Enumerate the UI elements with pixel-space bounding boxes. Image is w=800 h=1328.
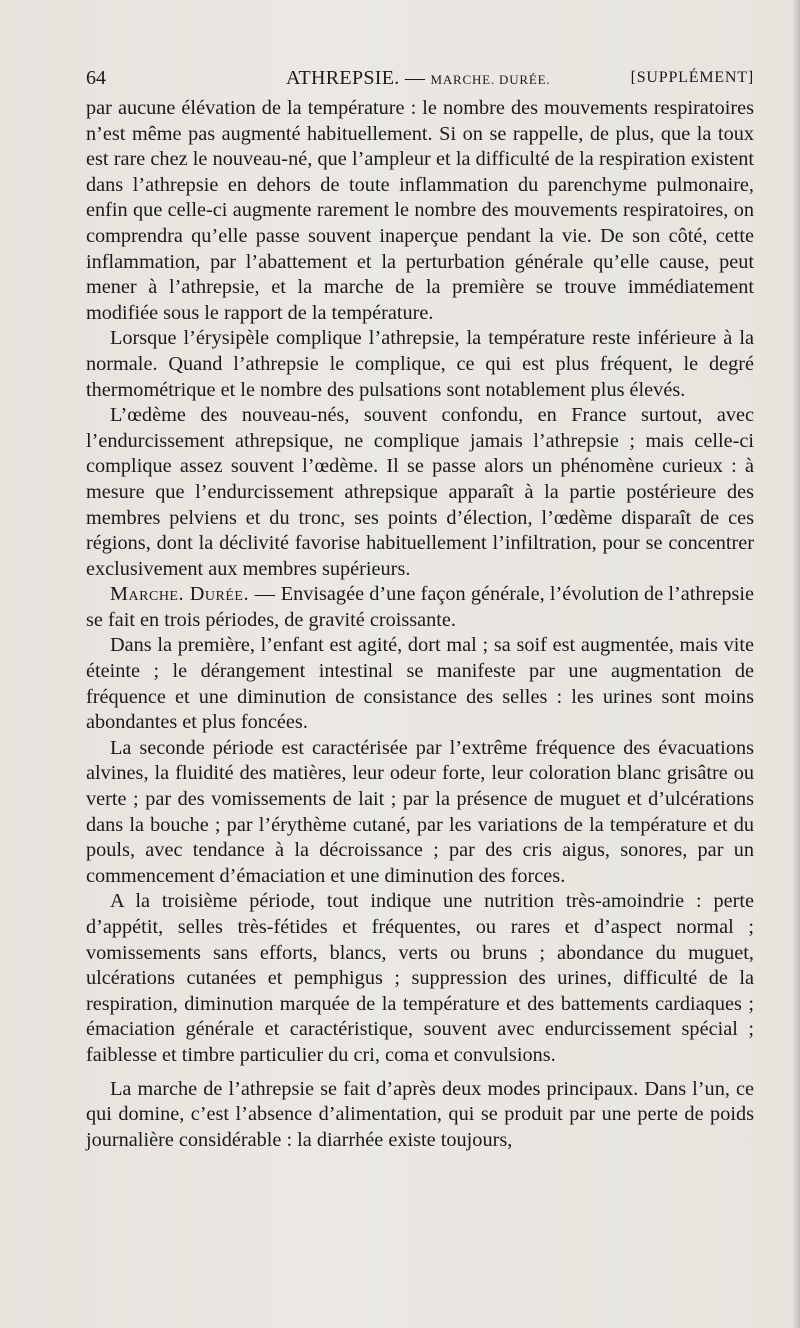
- running-head: [286, 64, 550, 94]
- paragraph-premiere-periode: Dans la première, l’enfant est agité, dort mal ; sa soif est augmentée, mais vite éteinte ; le dérangement intestinal se manifeste par une augmentation de fréquence et une diminution de consistance des selles : les urines sont moins abondantes et plus foncées.: [86, 634, 754, 734]
- paragraph-modes-marche: La marche de l’athrepsie se fait d’après deux modes principaux. Dans l’un, ce qui domine, c’est l’absence d’alimentation, qui se produit par une perte de poids journalière considérable : la diarrhée existe toujours,: [86, 1077, 754, 1151]
- page-number: 64: [86, 67, 106, 89]
- section-intro: Envisagée d’une façon générale, l’évolution de l’athrepsie se fait en trois périodes, de gravité croissante.: [86, 583, 754, 631]
- running-head-subtitle: MARCHE. DURÉE.: [430, 72, 551, 87]
- page-header: [86, 64, 754, 92]
- section-tag: [SUPPLÉMENT]: [630, 69, 754, 86]
- running-head-title: ATHREPSIE. —: [286, 67, 426, 89]
- body-text: [86, 96, 754, 1153]
- paragraph-continuation: par aucune élévation de la température : le nombre des mouvements respiratoires n’est même pas augmenté habituellement. Si on se rappelle, de plus, que la toux est rare chez le nouveau-né, que l’ampleur et la difficulté de la respiration existent dans l’athrepsie en dehors de toute inflammation du parenchyme pulmonaire, enfin que celle-ci augmente rarement le nombre des mouvements respiratoires, on comprendra qu’elle passe souvent inaperçue pendant la vie. De son côté, cette inflammation, par l’abattement et la perturbation générale qu’elle cause, peut mener à l’athrepsie, et la marche de la première se trouve immédiatement modifiée sous le rapport de la température.: [86, 97, 754, 324]
- paragraph-marche-duree: [86, 582, 754, 633]
- paragraph-troisieme-periode: A la troisième période, tout indique une nutrition très-amoindrie : perte d’appétit, selles très-fétides et fréquentes, ou rares et d’aspect normal ; vomissements sans efforts, blancs, verts ou bruns ; abondance du muguet, ulcérations cutanées et pemphigus ; suppression des urines, difficulté de la respiration, diminution marquée de la température et des battements cardiaques ; émaciation générale et caractéristique, souvent avec endurcissement spécial ; faiblesse et timbre particulier du cri, coma et convulsions.: [86, 890, 754, 1066]
- paragraph-erysipele: Lorsque l’érysipèle complique l’athrepsie, la température reste inférieure à la normale. Quand l’athrepsie le complique, ce qui est plus fréquent, le degré thermométrique et le nombre des pulsations sont notablement plus élevés.: [86, 327, 754, 401]
- section-heading: Marche. Durée. —: [110, 583, 276, 606]
- paragraph-oedeme: L’œdème des nouveau-nés, souvent confondu, en France surtout, avec l’endurcissement athrepsique, ne complique jamais l’athrepsie ; mais celle-ci complique assez souvent l’œdème. Il se passe alors un phénomène curieux : à mesure que l’endurcissement athrepsique apparaît à la partie postérieure des membres pelviens et du tronc, ses points d’élection, l’œdème disparaît de ces régions, dont la déclivité favorise habituellement l’infiltration, pour se concentrer exclusivement aux membres supérieurs.: [86, 404, 754, 580]
- page-edge-shadow: [792, 0, 800, 1328]
- paragraph-seconde-periode: La seconde période est caractérisée par l’extrême fréquence des évacuations alvines, la fluidité des matières, leur odeur forte, leur coloration blanc grisâtre ou verte ; par des vomissements de lait ; par la présence de muguet et d’ulcérations dans la bouche ; par l’érythème cutané, par les variations de la température et du pouls, avec tendance à la décroissance ; par des cris aigus, sonores, par un commencement d’émaciation et une diminution des forces.: [86, 736, 754, 887]
